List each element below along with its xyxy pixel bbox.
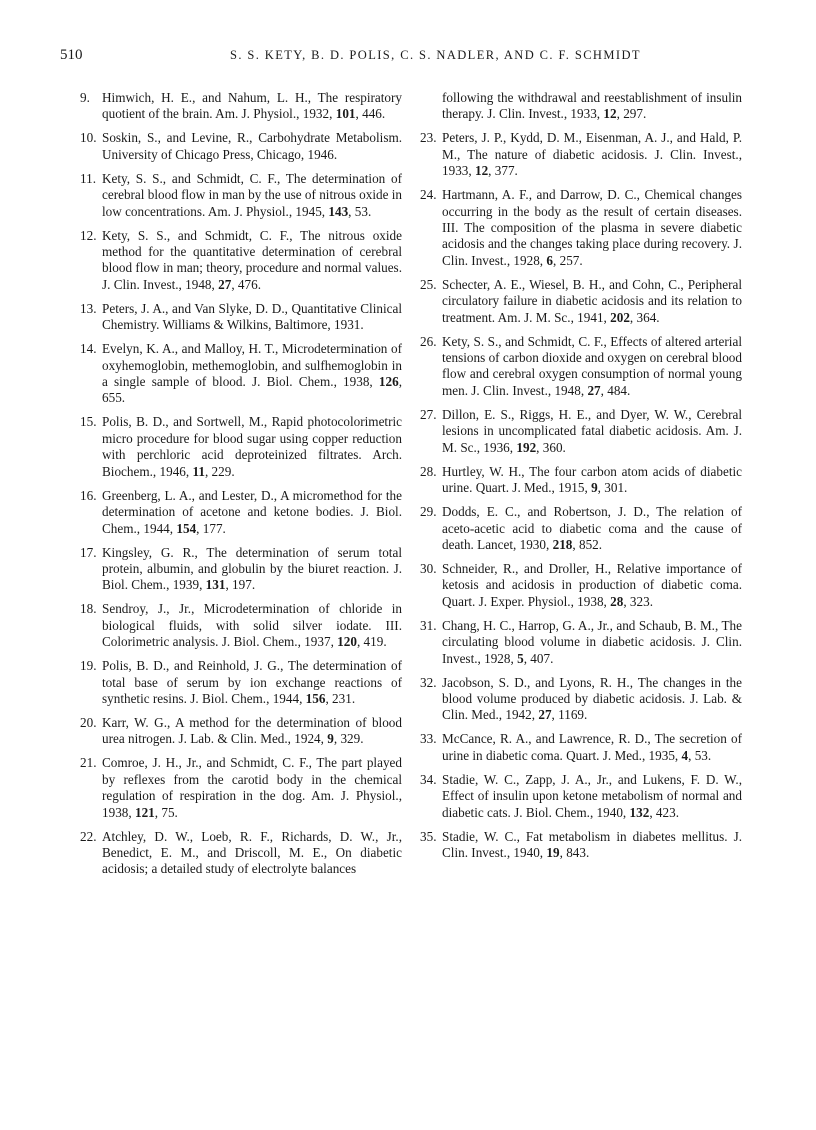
reference-text: Jacobson, S. D., and Lyons, R. H., The changes in the blood volume produced by diabetic acidosis. J. Lab. & Clin. Med., 1942, — [442, 674, 742, 723]
reference-number: 22. — [80, 828, 97, 844]
reference-entry — [80, 715, 402, 748]
reference-text: Himwich, H. E., and Nahum, L. H., The respiratory quotient of the brain. Am. J. Physiol., 1932, — [102, 90, 402, 122]
reference-text: Polis, B. D., and Reinhold, J. G., The determination of total base of serum by ion exchange reactions of synthetic resins. J. Biol. Chem., 1944, — [102, 658, 402, 706]
reference-number: 33. — [420, 731, 437, 747]
reference-text: Schecter, A. E., Wiesel, B. H., and Cohn, C., Peripheral circulatory failure in diabetic acidosis and its relation to treatment. Am. J. M. Sc., 1941, — [442, 276, 742, 325]
reference-entry — [420, 334, 742, 400]
reference-text: Polis, B. D., and Sortwell, M., Rapid photocolorimetric micro procedure for blood sugar using copper reduction with perchloric acid deproteinized filtrates. Arch. Biochem., 1946, — [102, 414, 402, 479]
reference-number: 10. — [80, 130, 97, 146]
reference-text: Karr, W. G., A method for the determination of blood urea nitrogen. J. Lab. & Clin. Med., 1924, — [102, 714, 402, 747]
reference-volume: 218 — [552, 536, 573, 552]
reference-number: 26. — [420, 333, 437, 349]
reference-text: Sendroy, J., Jr., Microdetermination of chloride in biological fluids, with solid silver iodate. III. Colorimetric analysis. J. Biol. Chem., 1937, — [102, 601, 402, 650]
reference-volume: 11 — [192, 463, 205, 479]
reference-pages: , 329. — [333, 731, 364, 747]
reference-number: 29. — [420, 504, 437, 520]
reference-number: 15. — [80, 414, 97, 430]
reference-text: Peters, J. A., and Van Slyke, D. D., Quantitative Clinical Chemistry. Williams & Wilkins, Baltimore, 1931. — [102, 300, 402, 333]
reference-entry — [80, 601, 402, 650]
reference-pages: , 476. — [231, 276, 261, 292]
reference-pages: , 446. — [355, 106, 386, 122]
reference-entry — [80, 658, 402, 707]
reference-volume: 101 — [335, 106, 356, 122]
reference-text: following the withdrawal and reestablishment of insulin therapy. J. Clin. Invest., 1933, — [442, 90, 742, 122]
reference-text: Kety, S. S., and Schmidt, C. F., The nitrous oxide method for the quantitative determination of cerebral blood flow in man; theory, procedure and normal values. J. Clin. Invest., 1948, — [102, 227, 402, 292]
reference-number: 25. — [420, 276, 437, 292]
reference-entry — [420, 829, 742, 862]
reference-volume: 143 — [328, 203, 349, 219]
reference-pages: , 377. — [488, 163, 518, 179]
reference-entry — [420, 504, 742, 553]
reference-text: Chang, H. C., Harrop, G. A., Jr., and Schaub, B. M., The circulating blood volume in diabetic acidosis. J. Clin. Invest., 1928, — [442, 617, 742, 666]
reference-number: 31. — [420, 617, 437, 633]
reference-entry — [420, 407, 742, 456]
reference-pages: , 1169. — [551, 707, 588, 723]
reference-pages: , 75. — [154, 804, 178, 820]
reference-entry — [420, 464, 742, 497]
reference-volume: 156 — [305, 690, 326, 706]
reference-volume: 9 — [591, 480, 598, 496]
reference-entry — [420, 731, 742, 764]
reference-number: 19. — [80, 658, 97, 674]
reference-volume: 5 — [517, 650, 524, 666]
reference-volume: 6 — [546, 252, 553, 268]
reference-entry — [420, 561, 742, 610]
page-header — [60, 47, 760, 69]
reference-number: 9. — [80, 90, 90, 105]
reference-entry — [80, 755, 402, 821]
reference-pages: , 197. — [225, 577, 256, 593]
reference-pages: , 423. — [649, 804, 679, 820]
reference-number: 16. — [80, 487, 97, 503]
reference-entry — [80, 414, 402, 480]
reference-number: 28. — [420, 463, 437, 479]
reference-text: Stadie, W. C., Fat metabolism in diabetes mellitus. J. Clin. Invest., 1940, — [442, 828, 742, 860]
reference-pages: , 360. — [536, 439, 566, 455]
reference-number: 13. — [80, 300, 97, 316]
reference-pages: , 419. — [356, 634, 387, 650]
reference-volume: 121 — [134, 804, 155, 820]
reference-entry — [80, 130, 402, 163]
reference-pages: , 852. — [572, 536, 603, 552]
reference-number: 20. — [80, 714, 97, 730]
reference-entry — [420, 618, 742, 667]
reference-text: McCance, R. A., and Lawrence, R. D., The secretion of urine in diabetic coma. Quart. J. Med., 1935, — [442, 731, 742, 763]
reference-number: 18. — [80, 601, 97, 617]
reference-text: Greenberg, L. A., and Lester, D., A micromethod for the determination of acetone and ketone bodies. J. Biol. Chem., 1944, — [102, 487, 402, 536]
reference-pages: , 53. — [348, 203, 372, 219]
reference-entry — [80, 488, 402, 537]
reference-volume: 27 — [587, 382, 601, 398]
reference-pages: , 229. — [204, 463, 235, 479]
reference-text: Dodds, E. C., and Robertson, J. D., The relation of aceto-acetic acid to diabetic coma and the cause of death. Lancet, 1930, — [442, 504, 742, 552]
reference-pages: , 231. — [325, 690, 356, 706]
reference-entry — [80, 301, 402, 334]
reference-number: 21. — [80, 755, 97, 771]
reference-entry — [80, 829, 402, 878]
page-number: 510 — [60, 47, 83, 63]
reference-number: 11. — [80, 170, 96, 186]
reference-volume: 131 — [205, 577, 226, 593]
reference-number: 35. — [420, 828, 437, 844]
reference-entry — [420, 277, 742, 326]
reference-number: 23. — [420, 130, 437, 146]
reference-pages: , 297. — [616, 106, 647, 122]
reference-column-right — [420, 90, 742, 869]
reference-text: Hurtley, W. H., The four carbon atom acids of diabetic urine. Quart. J. Med., 1915, — [442, 463, 742, 496]
reference-text: Stadie, W. C., Zapp, J. A., Jr., and Lukens, F. D. W., Effect of insulin upon ketone metabolism of normal and diabetic cats. J. Biol. Chem., 1940, — [442, 771, 742, 820]
reference-number: 34. — [420, 771, 437, 787]
reference-text: Atchley, D. W., Loeb, R. F., Richards, D. W., Jr., Benedict, E. M., and Driscoll, M. E., On diabetic acidosis; a detailed study of electrolyte balances — [102, 828, 402, 877]
reference-number: 14. — [80, 341, 97, 357]
reference-volume: 9 — [327, 731, 334, 747]
reference-pages: , 177. — [196, 520, 226, 536]
reference-text: Kingsley, G. R., The determination of serum total protein, albumin, and globulin by the biuret reaction. J. Biol. Chem., 1939, — [102, 544, 402, 593]
reference-volume: 4 — [681, 747, 689, 763]
reference-entry — [80, 341, 402, 407]
reference-volume: 28 — [610, 593, 624, 609]
reference-continuation — [420, 90, 742, 123]
reference-pages: , 257. — [553, 252, 583, 268]
reference-number: 30. — [420, 560, 437, 576]
reference-entry — [420, 675, 742, 724]
reference-pages: , 655. — [102, 374, 402, 406]
reference-volume: 120 — [337, 634, 357, 650]
reference-number: 12. — [80, 227, 97, 243]
reference-volume: 27 — [218, 276, 232, 292]
reference-entry — [420, 772, 742, 821]
running-head: S. S. KETY, B. D. POLIS, C. S. NADLER, AND C. F. SCHMIDT — [230, 48, 641, 62]
reference-text: Soskin, S., and Levine, R., Carbohydrate Metabolism. University of Chicago Press, Chicago, 1946. — [102, 130, 402, 162]
reference-text: Schneider, R., and Droller, H., Relative importance of ketosis and acidosis in production of diabetic coma. Quart. J. Exper. Physiol., 1938, — [442, 560, 742, 609]
reference-volume: 126 — [378, 374, 399, 390]
reference-entry — [80, 228, 402, 294]
reference-volume: 154 — [176, 520, 197, 536]
reference-column-left — [80, 90, 402, 885]
reference-number: 17. — [80, 544, 97, 560]
reference-entry — [80, 90, 402, 123]
reference-text: Comroe, J. H., Jr., and Schmidt, C. F., The part played by reflexes from the carotid body in the chemical regulation of respiration in the dog. Am. J. Physiol., 1938, — [102, 755, 402, 820]
reference-entry — [80, 171, 402, 220]
reference-text: Evelyn, K. A., and Malloy, H. T., Microdetermination of oxyhemoglobin, methemoglobin, and sulfhemoglobin in a single sample of blood. J. Biol. Chem., 1938, — [102, 341, 402, 390]
reference-text: Kety, S. S., and Schmidt, C. F., Effects of altered arterial tensions of carbon dioxide and oxygen on cerebral blood flow and cerebral oxygen consumption of normal young men. J. Clin. Invest., 1948, — [442, 333, 742, 398]
reference-text: Hartmann, A. F., and Darrow, D. C., Chemical changes occurring in the body as the result of certain diseases. III. The composition of the plasma in severe diabetic acidosis and the changes taking place during recovery. J. Clin. Invest., 1928, — [442, 187, 742, 268]
reference-volume: 202 — [610, 309, 630, 325]
reference-entry — [420, 187, 742, 269]
reference-volume: 19 — [546, 844, 560, 860]
reference-volume: 192 — [516, 439, 537, 455]
reference-entry — [80, 545, 402, 594]
reference-list-right — [420, 130, 742, 861]
reference-pages: , 407. — [523, 650, 554, 666]
reference-entry — [420, 130, 742, 179]
reference-number: 24. — [420, 187, 437, 203]
reference-pages: , 843. — [559, 844, 590, 860]
reference-volume: 132 — [629, 804, 650, 820]
reference-volume: 12 — [603, 106, 617, 122]
reference-pages: , 323. — [623, 593, 653, 609]
reference-number: 27. — [420, 406, 437, 422]
reference-text: Kety, S. S., and Schmidt, C. F., The determination of cerebral blood flow in man by the use of nitrous oxide in low concentrations. Am. J. Physiol., 1945, — [102, 170, 402, 219]
reference-volume: 27 — [538, 707, 552, 723]
reference-pages: , 484. — [600, 382, 631, 398]
reference-pages: , 53. — [688, 747, 712, 763]
reference-pages: , 301. — [597, 480, 628, 496]
reference-number: 32. — [420, 674, 437, 690]
reference-pages: , 364. — [629, 309, 660, 325]
reference-volume: 12 — [474, 163, 489, 179]
reference-text: Peters, J. P., Kydd, D. M., Eisenman, A. J., and Hald, P. M., The nature of diabetic acidosis. J. Clin. Invest., 1933, — [442, 130, 742, 179]
reference-text: Dillon, E. S., Riggs, H. E., and Dyer, W. W., Cerebral lesions in uncomplicated fatal diabetic acidosis. Am. J. M. Sc., 1936, — [442, 406, 742, 455]
